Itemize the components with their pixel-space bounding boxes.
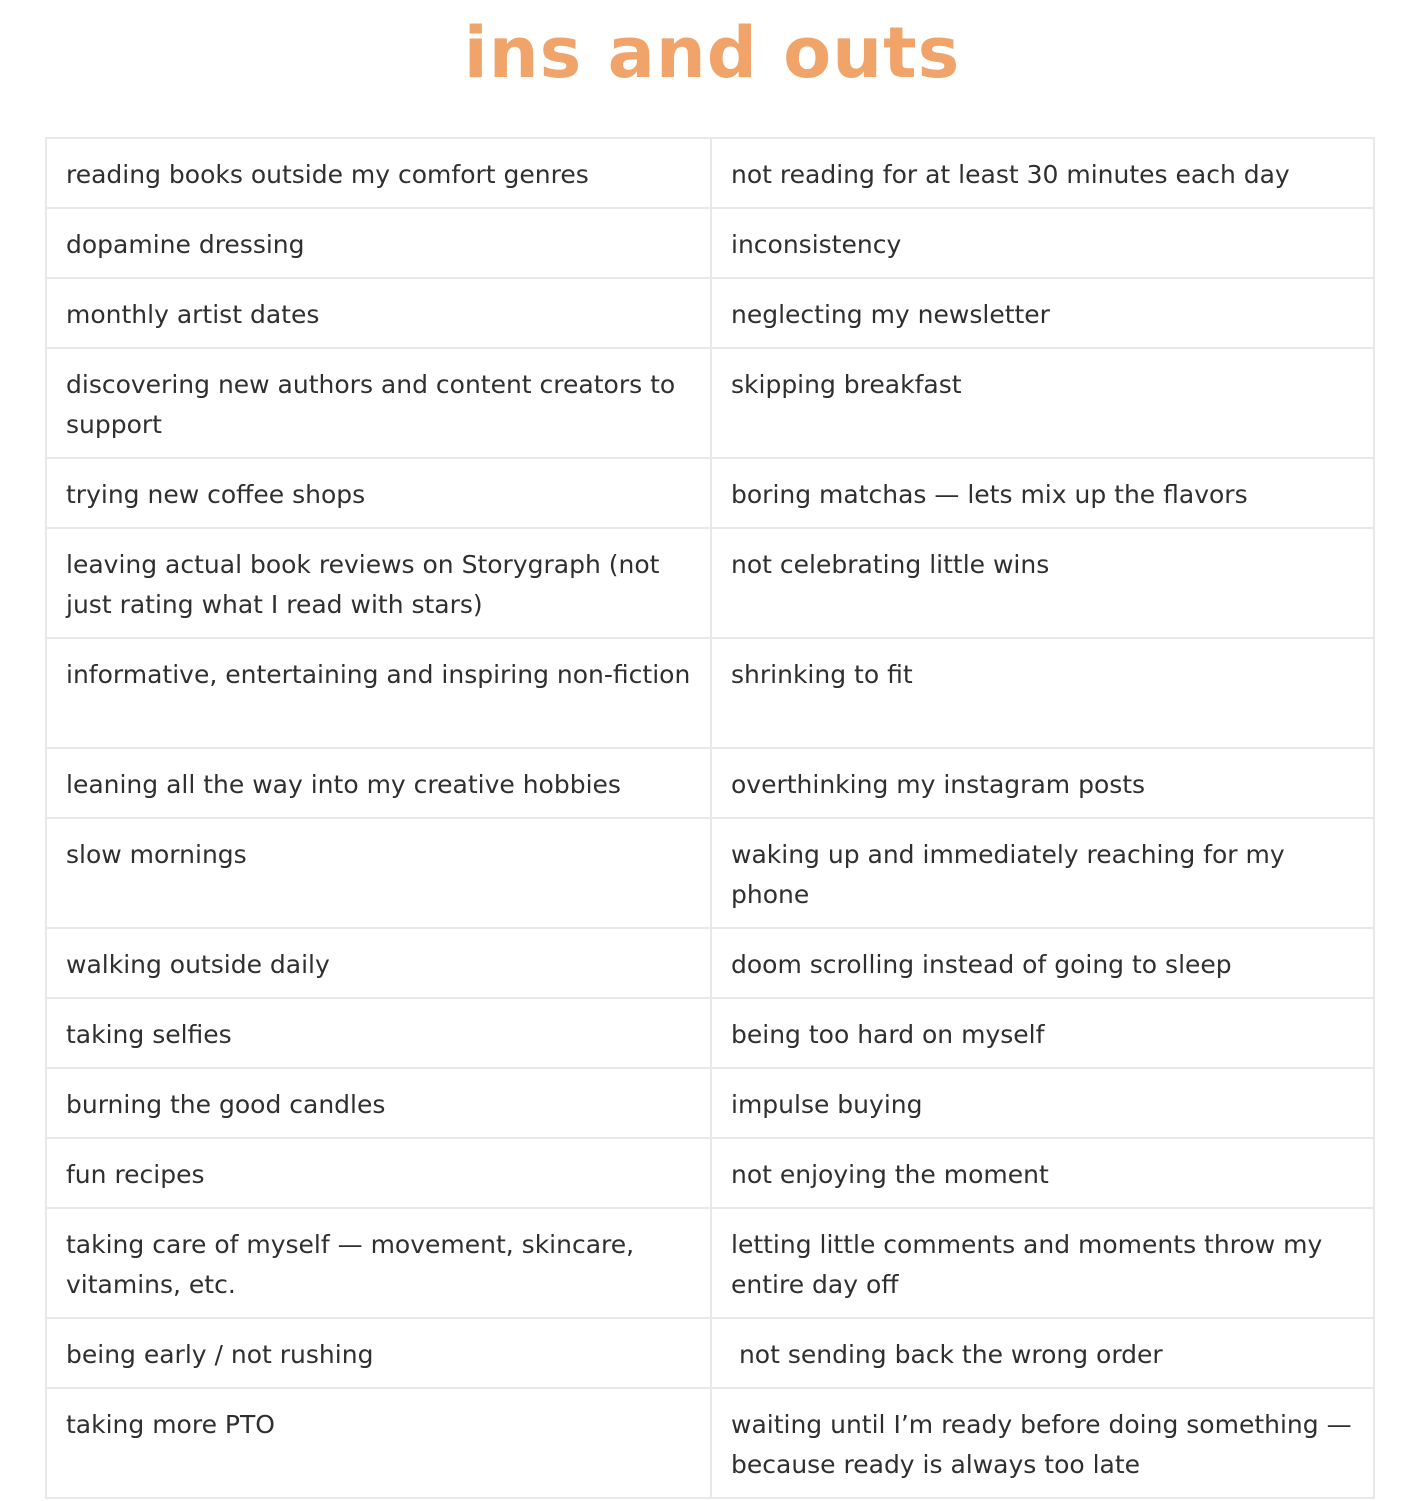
ins-outs-table-body — [46, 138, 1374, 1498]
in-cell: informative, entertaining and inspiring non-fiction — [46, 638, 711, 748]
in-cell: reading books outside my comfort genres — [46, 138, 711, 208]
out-cell: being too hard on myself — [711, 998, 1374, 1068]
table-row — [46, 138, 1374, 208]
out-cell: overthinking my instagram posts — [711, 748, 1374, 818]
in-cell: taking selfies — [46, 998, 711, 1068]
in-cell: fun recipes — [46, 1138, 711, 1208]
table-row — [46, 1138, 1374, 1208]
out-cell: inconsistency — [711, 208, 1374, 278]
out-cell: not celebrating little wins — [711, 528, 1374, 638]
table-row — [46, 638, 1374, 748]
out-cell: boring matchas — lets mix up the flavors — [711, 458, 1374, 528]
in-cell: walking outside daily — [46, 928, 711, 998]
out-cell: letting little comments and moments throw my entire day off — [711, 1208, 1374, 1318]
table-row — [46, 208, 1374, 278]
in-cell: monthly artist dates — [46, 278, 711, 348]
table-row — [46, 348, 1374, 458]
table-row — [46, 1318, 1374, 1388]
out-cell: not reading for at least 30 minutes each day — [711, 138, 1374, 208]
out-cell: doom scrolling instead of going to sleep — [711, 928, 1374, 998]
out-cell: waiting until I’m ready before doing something — because ready is always too late — [711, 1388, 1374, 1498]
in-cell: slow mornings — [46, 818, 711, 928]
in-cell: discovering new authors and content creators to support — [46, 348, 711, 458]
page-title: ins and outs — [463, 12, 961, 94]
ins-outs-table — [45, 137, 1375, 1499]
table-row — [46, 1068, 1374, 1138]
out-cell: shrinking to fit — [711, 638, 1374, 748]
table-row — [46, 1388, 1374, 1498]
table-row — [46, 998, 1374, 1068]
table-row — [46, 528, 1374, 638]
in-cell: being early / not rushing — [46, 1318, 711, 1388]
table-row — [46, 748, 1374, 818]
in-cell: leaning all the way into my creative hobbies — [46, 748, 711, 818]
table-row — [46, 928, 1374, 998]
out-cell: neglecting my newsletter — [711, 278, 1374, 348]
table-row — [46, 818, 1374, 928]
out-cell: not enjoying the moment — [711, 1138, 1374, 1208]
in-cell: trying new coffee shops — [46, 458, 711, 528]
out-cell: skipping breakfast — [711, 348, 1374, 458]
in-cell: burning the good candles — [46, 1068, 711, 1138]
table-row — [46, 458, 1374, 528]
out-cell: not sending back the wrong order — [711, 1318, 1374, 1388]
table-row — [46, 278, 1374, 348]
out-cell: waking up and immediately reaching for my phone — [711, 818, 1374, 928]
table-row — [46, 1208, 1374, 1318]
in-cell: dopamine dressing — [46, 208, 711, 278]
in-cell: taking care of myself — movement, skincare, vitamins, etc. — [46, 1208, 711, 1318]
in-cell: taking more PTO — [46, 1388, 711, 1498]
out-cell: impulse buying — [711, 1068, 1374, 1138]
in-cell: leaving actual book reviews on Storygraph (not just rating what I read with stars) — [46, 528, 711, 638]
ins-outs-table-container — [45, 137, 1373, 1499]
